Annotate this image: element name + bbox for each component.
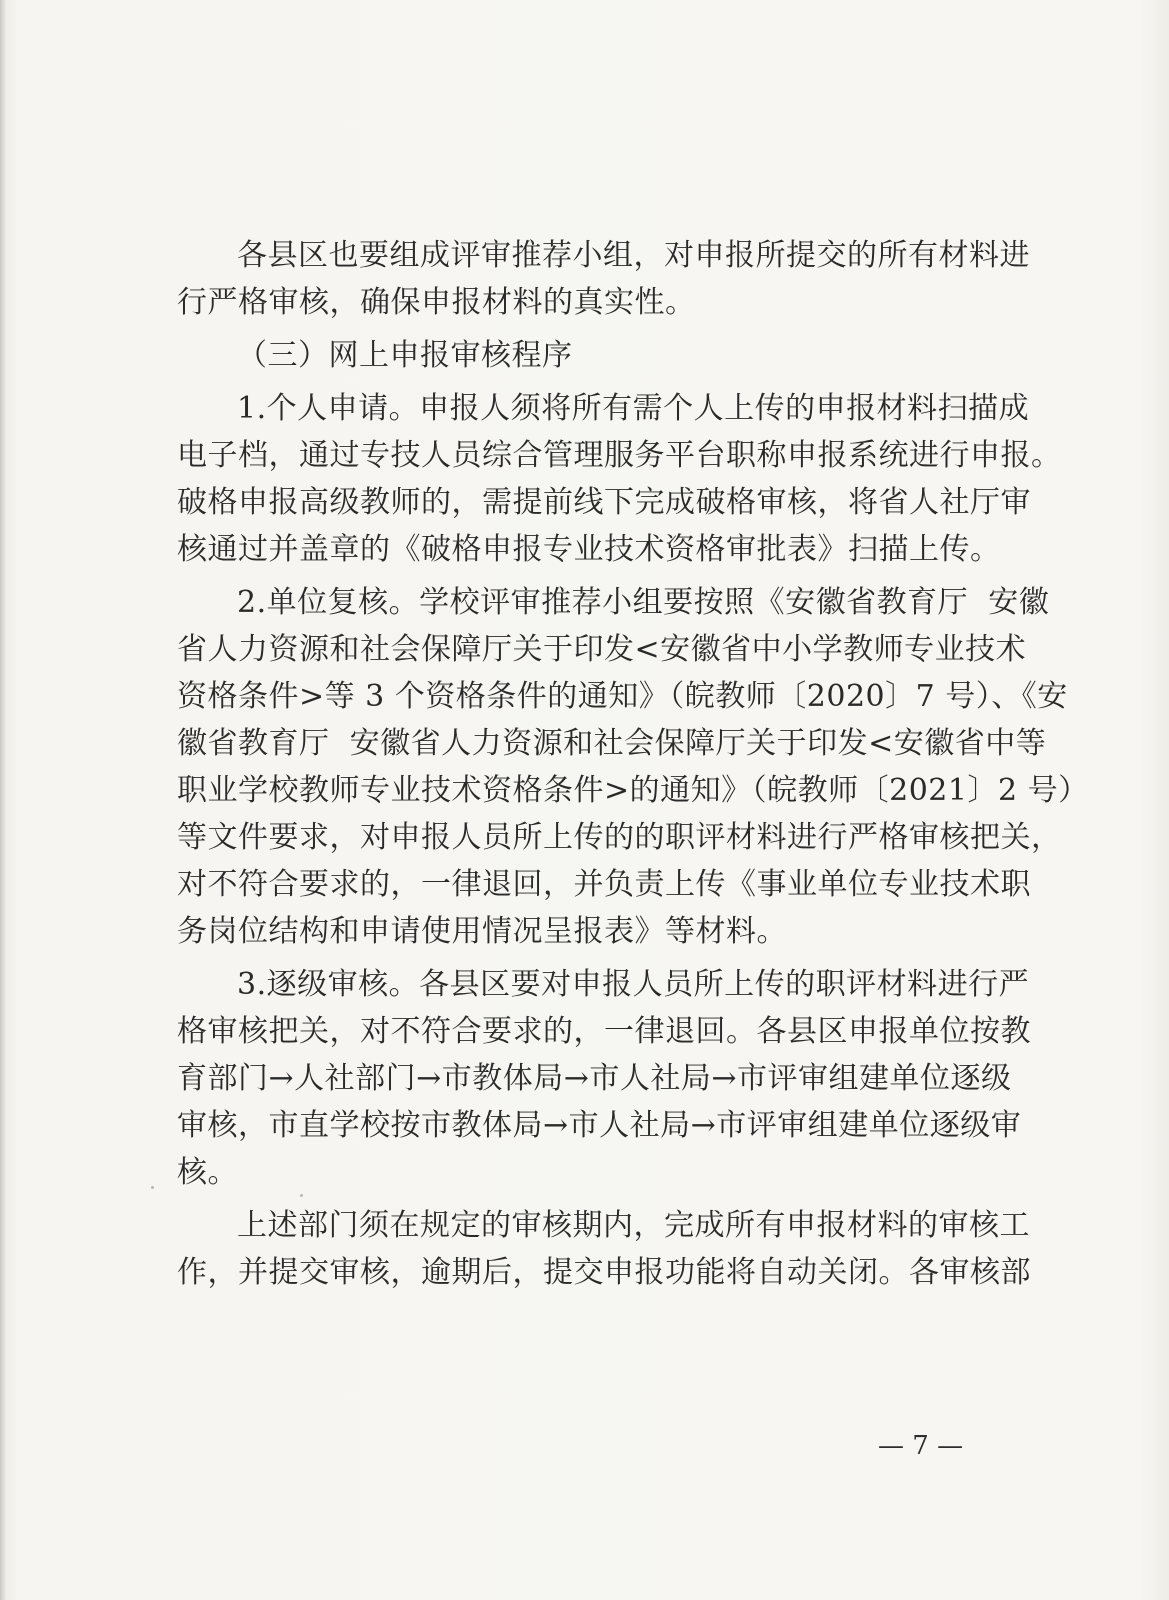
paragraph-line: 1.个人申请。申报人须将所有需个人上传的申报材料扫描成: [237, 391, 1030, 426]
paragraph-line: 2.单位复核。学校评审推荐小组要按照《安徽省教育厅 安徽: [237, 585, 1050, 620]
paragraph-line: 育部门→人社部门→市教体局→市人社局→市评审组建单位逐级: [177, 1061, 1012, 1096]
scan-speck: [151, 1186, 154, 1189]
paragraph-line: 徽省教育厅 安徽省人力资源和社会保障厅关于印发<安徽省中等: [177, 726, 1047, 761]
document-body: [177, 232, 1089, 1296]
paragraph-line: 审核，市直学校按市教体局→市人社局→市评审组建单位逐级审: [177, 1108, 1022, 1143]
paragraph-line: 破格申报高级教师的，需提前线下完成破格审核，将省人社厅审: [177, 485, 1031, 520]
paragraph-line: 3.逐级审核。各县区要对申报人员所上传的职评材料进行严: [237, 967, 1030, 1002]
paragraph-line: 务岗位结构和申请使用情况呈报表》等材料。: [177, 914, 787, 949]
paragraph-line: 核通过并盖章的《破格申报专业技术资格审批表》扫描上传。: [177, 532, 1001, 567]
paragraph-line: 电子档，通过专技人员综合管理服务平台职称申报系统进行申报。: [177, 438, 1062, 473]
page-number: — 7 —: [878, 1431, 964, 1461]
paragraph-line: 资格条件>等 3 个资格条件的通知》（皖教师〔2020〕7 号）、《安: [177, 679, 1068, 714]
paragraph-line: 各县区也要组成评审推荐小组，对申报所提交的所有材料进: [237, 238, 1030, 273]
paragraph-line: 省人力资源和社会保障厅关于印发<安徽省中小学教师专业技术: [177, 632, 1027, 667]
scan-edge: [0, 0, 6, 1600]
paragraph-line: 格审核把关，对不符合要求的，一律退回。各县区申报单位按教: [177, 1014, 1031, 1049]
paragraph-line: 核。: [177, 1155, 238, 1190]
paragraph-line: 职业学校教师专业技术资格条件>的通知》（皖教师〔2021〕2 号）: [177, 773, 1089, 808]
paragraph-line: 对不符合要求的，一律退回，并负责上传《事业单位专业技术职: [177, 867, 1031, 902]
paragraph-line: 等文件要求，对申报人员所上传的的职评材料进行严格审核把关，: [177, 820, 1062, 855]
paragraph-line: 上述部门须在规定的审核期内，完成所有申报材料的审核工: [237, 1208, 1030, 1243]
paragraph-line: 行严格审核，确保申报材料的真实性。: [177, 285, 696, 320]
scan-speck: [300, 1194, 303, 1197]
paragraph-line: 作，并提交审核，逾期后，提交申报功能将自动关闭。各审核部: [177, 1255, 1031, 1290]
section-heading: （三）网上申报审核程序: [237, 338, 573, 373]
